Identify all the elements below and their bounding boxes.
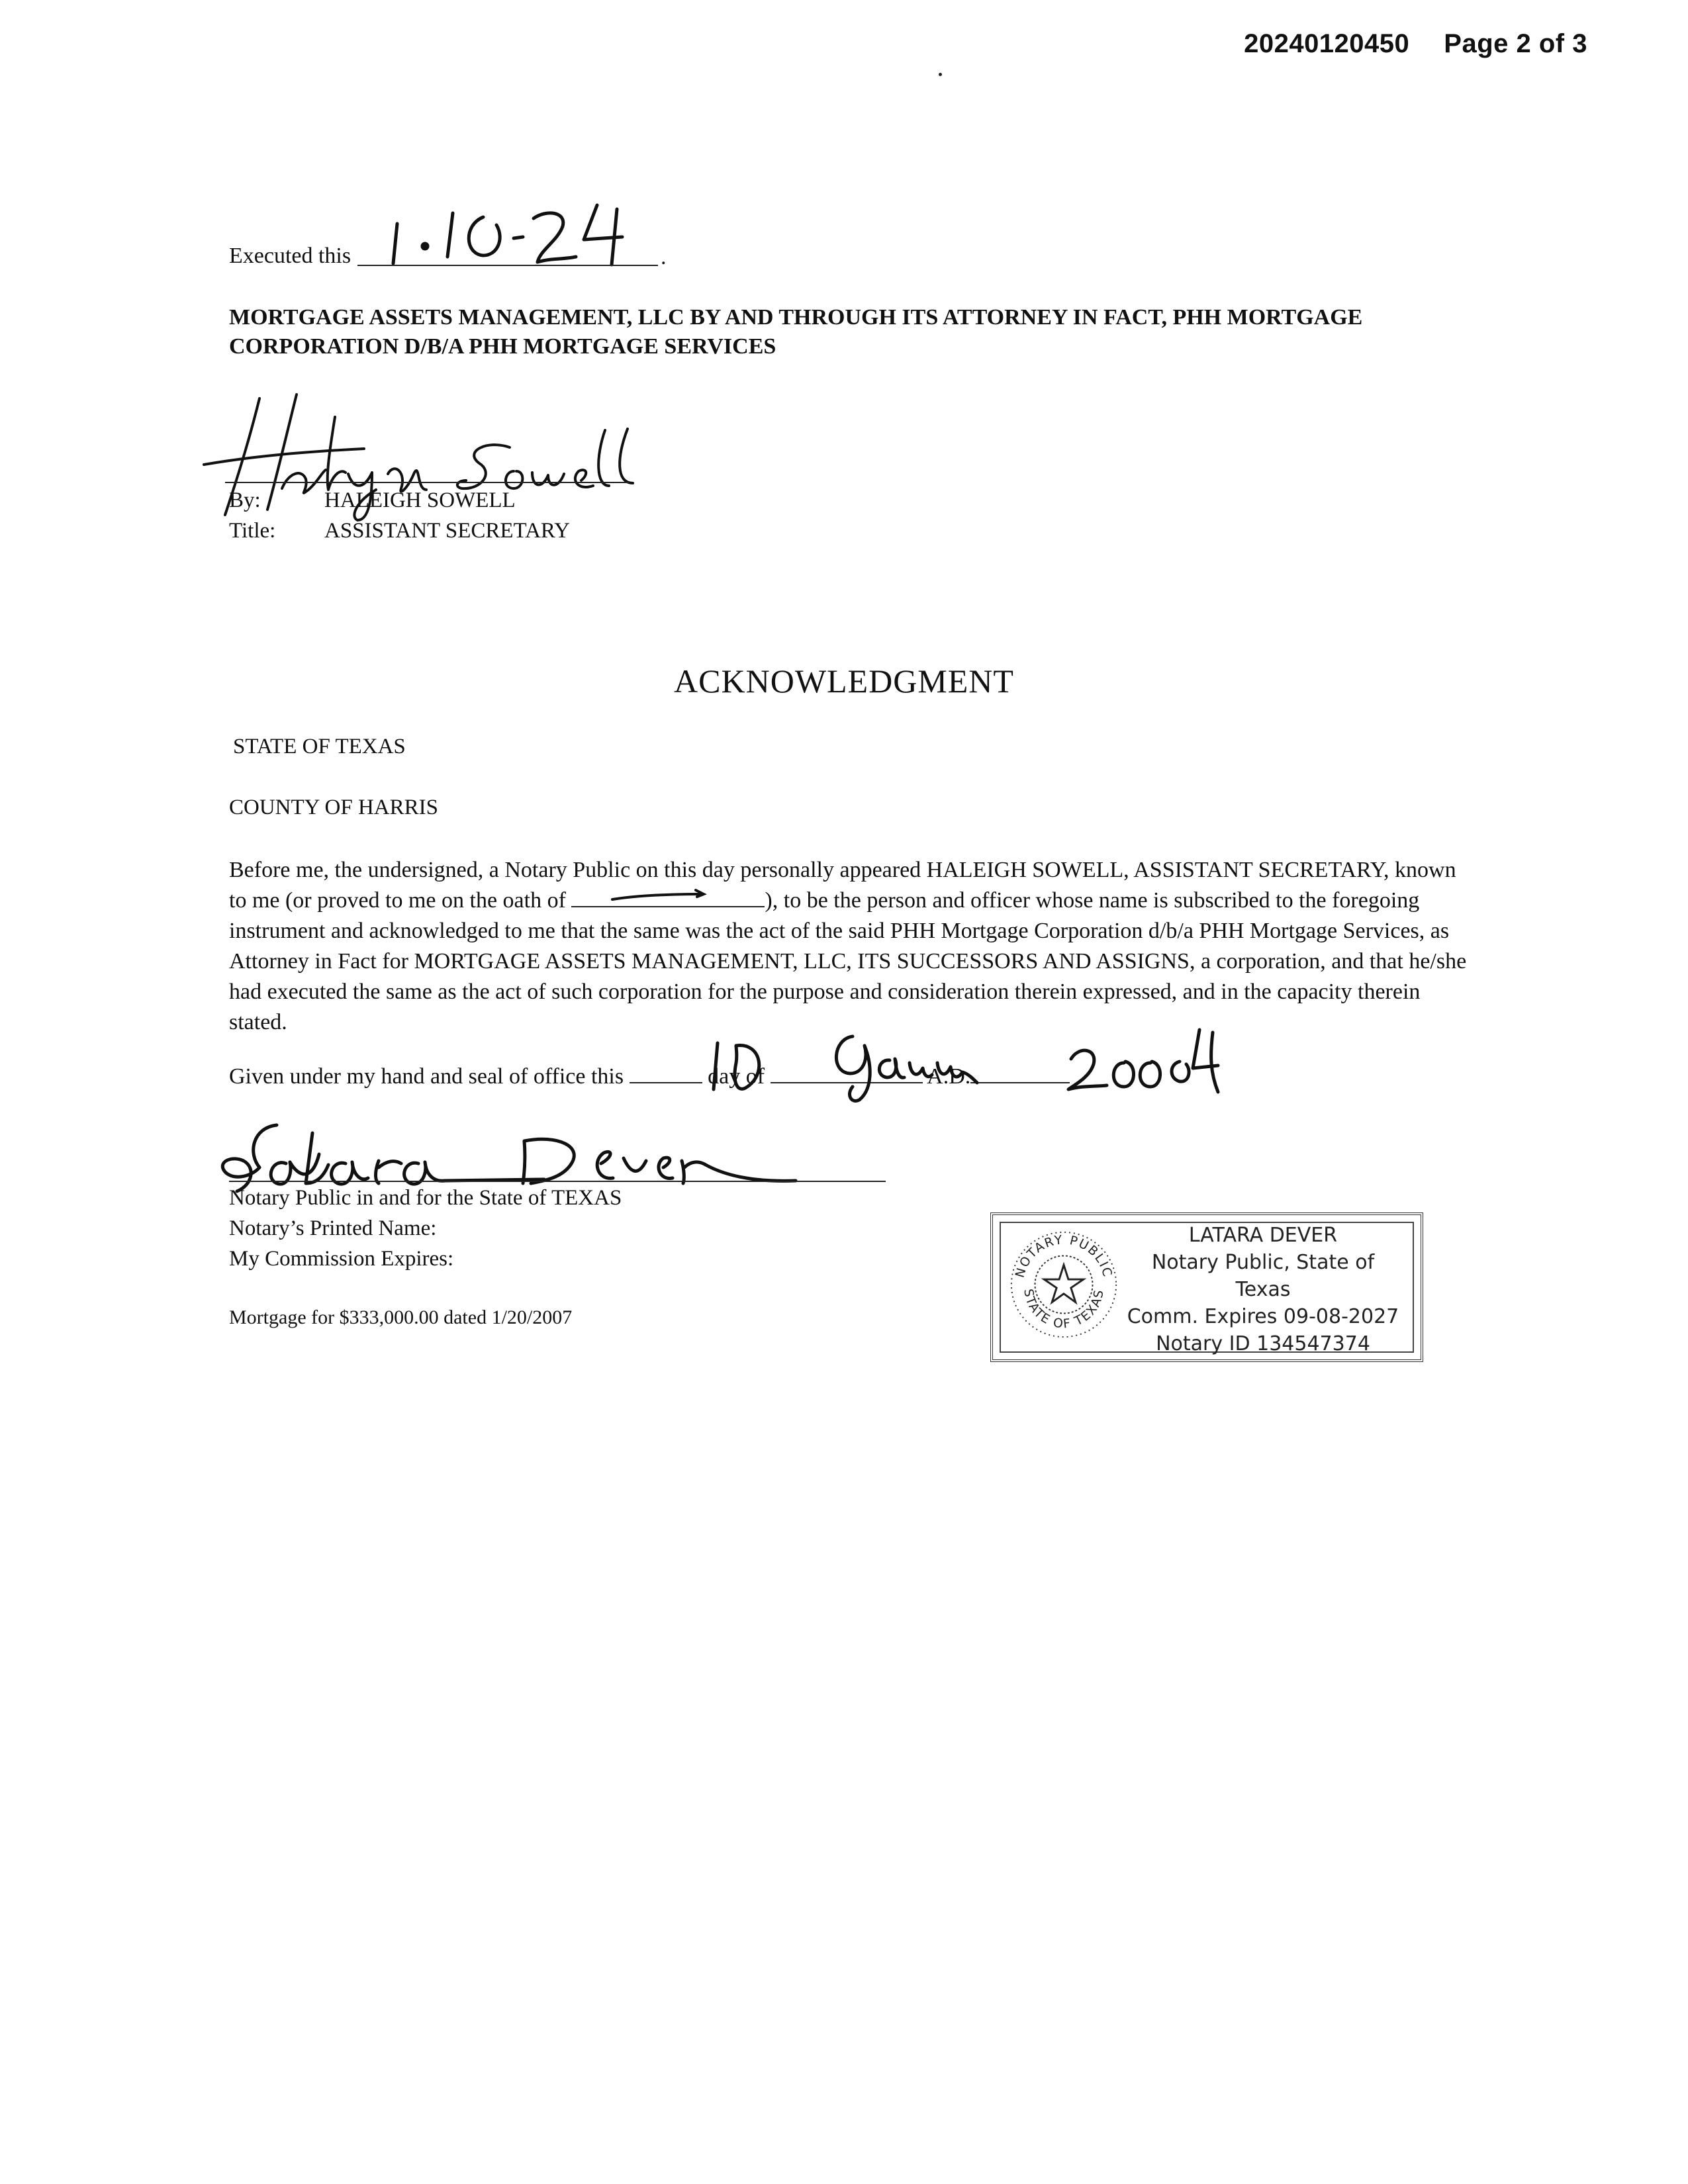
stamp-notary-state: Notary Public, State of Texas — [1151, 1251, 1375, 1301]
seal-top-text: NOTARY PUBLIC — [1013, 1233, 1115, 1280]
seal-star — [1044, 1265, 1083, 1302]
oath-blank-field — [571, 886, 765, 907]
given-part-3: A.D. — [922, 1064, 971, 1089]
stamp-notary-id: Notary ID 134547374 — [1156, 1332, 1370, 1355]
stamp-notary-name: LATARA DEVER — [1188, 1224, 1338, 1247]
given-year-field — [970, 1062, 1070, 1083]
executed-label: Executed this — [229, 244, 352, 268]
notary-stamp — [990, 1212, 1423, 1362]
seal-bottom-text: STATE OF TEXAS — [1021, 1288, 1107, 1332]
given-part-1: Given under my hand and seal of office this — [229, 1064, 630, 1089]
company-name: MORTGAGE ASSETS MANAGEMENT, LLC BY AND THROUGH ITS ATTORNEY IN FACT, PHH MORTGAGE CORPORATION D/B/A PHH MORTGAGE SERVICES — [229, 305, 1363, 359]
state-line: STATE OF TEXAS — [233, 735, 406, 758]
notary-commission-label: My Commission Expires: — [229, 1247, 454, 1271]
page-indicator: Page 2 of 3 — [1444, 29, 1587, 58]
by-row — [229, 486, 516, 516]
paragraph-part-2: ), to be the person and officer whose name is subscribed to the foregoing instrument and acknowledged to me that the same was the act of the said PHH Mortgage Corporation d/b/a PHH Mortgage Services, as Attorney in Fact for MORTGAGE ASSETS MANAGEMENT, LLC, ITS SUCCESSORS AND ASSIGNS, a corporation, and that he/she had executed the same as the act of such corporation for the purpose and consideration therein expressed, and in the capacity therein stated. — [229, 888, 1467, 1034]
executed-date-line — [357, 265, 658, 266]
given-day-field — [630, 1062, 702, 1083]
stamp-commission-expiry: Comm. Expires 09-08-2027 — [1127, 1305, 1399, 1328]
given-month-handwriting — [826, 1026, 985, 1105]
paragraph-part-1: Before me, the undersigned, a Notary Public on this day personally appeared HALEIGH SOWELL, ASSISTANT SECRETARY, known to me (or proved to me on the oath of — [229, 858, 1456, 913]
notary-printed-name-label: Notary’s Printed Name: — [229, 1216, 437, 1240]
scan-speck — [939, 73, 942, 76]
signatory-signature-line — [225, 482, 629, 483]
notary-seal-icon — [1005, 1224, 1123, 1342]
signatory-name: HALEIGH SOWELL — [324, 488, 516, 512]
acknowledgment-paragraph — [229, 855, 1467, 1038]
executed-period: . — [661, 245, 667, 269]
signatory-title: ASSISTANT SECRETARY — [324, 519, 570, 543]
given-year-handwriting — [1063, 1026, 1222, 1099]
document-number: 20240120450 — [1244, 29, 1410, 58]
given-day-handwriting — [703, 1036, 776, 1096]
notary-stamp-text — [1124, 1222, 1402, 1357]
executed-date-handwriting — [384, 199, 662, 271]
by-label: By: — [229, 488, 261, 512]
notary-state-line: Notary Public in and for the State of TEXAS — [229, 1186, 622, 1210]
mortgage-note: Mortgage for $333,000.00 dated 1/20/2007 — [229, 1306, 573, 1328]
given-part-2: day of — [702, 1064, 771, 1089]
notary-signature-line — [229, 1181, 886, 1182]
acknowledgment-title: ACKNOWLEDGMENT — [674, 662, 1014, 700]
title-label: Title: — [229, 519, 276, 543]
document-reference — [1244, 29, 1587, 59]
county-line: COUNTY OF HARRIS — [229, 796, 438, 819]
title-row — [229, 516, 570, 546]
